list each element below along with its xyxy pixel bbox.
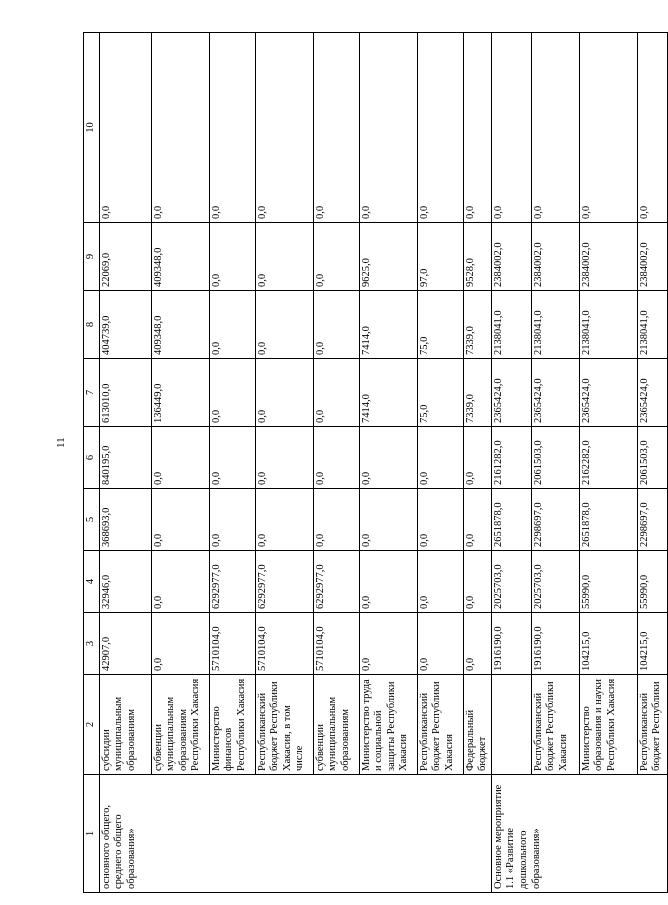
value-cell-col-5: 0,0: [255, 489, 313, 551]
value-cell-col-8: 404739,0: [99, 291, 151, 359]
value-cell-col-4: 6292977,0: [255, 551, 313, 613]
value-cell-col-5: 2298697,0: [637, 489, 667, 551]
value-cell-col-3: 42907,0: [99, 613, 151, 675]
value-cell-col-3: 5710104,0: [313, 613, 359, 675]
funding-source-cell: Республиканский бюджет Республики Хакасия: [417, 675, 463, 775]
value-cell-col-6: 0,0: [209, 427, 255, 489]
column-number-2: 2: [84, 675, 100, 775]
value-cell-col-7: 2365424,0: [579, 359, 637, 427]
value-cell-col-7: 0,0: [255, 359, 313, 427]
value-cell-col-6: 0,0: [313, 427, 359, 489]
value-cell-col-5: 0,0: [313, 489, 359, 551]
table-row: [255, 33, 313, 893]
column-number-1: 1: [84, 775, 100, 893]
value-cell-col-10: 0,0: [531, 33, 579, 223]
activity-cell: Основное мероприятие 1.1 «Развитие дошкольного образования»: [491, 775, 667, 893]
value-cell-col-4: 0,0: [359, 551, 417, 613]
value-cell-col-6: 840195,0: [99, 427, 151, 489]
value-cell-col-8: 2138041,0: [579, 291, 637, 359]
table-row: [99, 33, 151, 893]
value-cell-col-4: 0,0: [417, 551, 463, 613]
value-cell-col-3: 104215,0: [579, 613, 637, 675]
value-cell-col-4: 0,0: [151, 551, 209, 613]
table-row: [463, 33, 491, 893]
value-cell-col-7: 2365424,0: [531, 359, 579, 427]
value-cell-col-9: 97,0: [417, 223, 463, 291]
column-number-row: [84, 33, 100, 893]
table-row: [209, 33, 255, 893]
value-cell-col-8: 0,0: [313, 291, 359, 359]
value-cell-col-3: 104215,0: [637, 613, 667, 675]
value-cell-col-7: 7339,0: [463, 359, 491, 427]
table-row: [637, 33, 667, 893]
column-number-5: 5: [84, 489, 100, 551]
value-cell-col-6: 2161282,0: [491, 427, 531, 489]
value-cell-col-3: 5710104,0: [209, 613, 255, 675]
value-cell-col-3: 0,0: [151, 613, 209, 675]
value-cell-col-6: 2162282,0: [579, 427, 637, 489]
value-cell-col-7: 75,0: [417, 359, 463, 427]
value-cell-col-8: 7414,0: [359, 291, 417, 359]
value-cell-col-7: 613010,0: [99, 359, 151, 427]
value-cell-col-9: 2384002,0: [637, 223, 667, 291]
funding-source-cell: субвенции муниципальным образованиям Республики Хакасия: [151, 675, 209, 775]
funding-source-cell: [491, 675, 531, 775]
budget-table: [83, 32, 668, 893]
value-cell-col-10: 0,0: [463, 33, 491, 223]
value-cell-col-6: 0,0: [417, 427, 463, 489]
value-cell-col-10: 0,0: [209, 33, 255, 223]
value-cell-col-6: 0,0: [255, 427, 313, 489]
funding-source-cell: Федеральный бюджет: [463, 675, 491, 775]
value-cell-col-7: 7414,0: [359, 359, 417, 427]
value-cell-col-5: 0,0: [417, 489, 463, 551]
table-row: [531, 33, 579, 893]
value-cell-col-8: 2138041,0: [491, 291, 531, 359]
funding-source-cell: субсидии муниципальным образованиям: [99, 675, 151, 775]
value-cell-col-10: 0,0: [313, 33, 359, 223]
column-number-6: 6: [84, 427, 100, 489]
value-cell-col-9: 0,0: [209, 223, 255, 291]
value-cell-col-7: 136449,0: [151, 359, 209, 427]
value-cell-col-9: 2384002,0: [579, 223, 637, 291]
table-row: [491, 33, 531, 893]
value-cell-col-8: 2138041,0: [531, 291, 579, 359]
value-cell-col-5: 0,0: [151, 489, 209, 551]
funding-source-cell: субвенции муниципальным образованиям: [313, 675, 359, 775]
value-cell-col-4: 55990,0: [579, 551, 637, 613]
value-cell-col-6: 0,0: [151, 427, 209, 489]
value-cell-col-9: 2384002,0: [531, 223, 579, 291]
value-cell-col-10: 0,0: [417, 33, 463, 223]
value-cell-col-10: 0,0: [359, 33, 417, 223]
value-cell-col-4: 6292977,0: [209, 551, 255, 613]
value-cell-col-5: 2651878,0: [491, 489, 531, 551]
value-cell-col-4: 2025703,0: [531, 551, 579, 613]
column-number-8: 8: [84, 291, 100, 359]
value-cell-col-9: 0,0: [255, 223, 313, 291]
value-cell-col-7: 0,0: [209, 359, 255, 427]
funding-source-cell: Министерство труда и социальной защиты Республики Хакасия: [359, 675, 417, 775]
rotated-table-sheet: [83, 33, 663, 893]
value-cell-col-5: 2651878,0: [579, 489, 637, 551]
column-number-10: 10: [84, 33, 100, 223]
column-number-9: 9: [84, 223, 100, 291]
value-cell-col-3: 0,0: [463, 613, 491, 675]
value-cell-col-4: 55990,0: [637, 551, 667, 613]
value-cell-col-4: 6292977,0: [313, 551, 359, 613]
value-cell-col-9: 9528,0: [463, 223, 491, 291]
column-number-7: 7: [84, 359, 100, 427]
value-cell-col-8: 7339,0: [463, 291, 491, 359]
table-row: [417, 33, 463, 893]
value-cell-col-5: 0,0: [463, 489, 491, 551]
value-cell-col-7: 2365424,0: [637, 359, 667, 427]
value-cell-col-6: 0,0: [359, 427, 417, 489]
table-body: [99, 33, 667, 893]
table-row: [313, 33, 359, 893]
table-row: [359, 33, 417, 893]
value-cell-col-5: 368693,0: [99, 489, 151, 551]
value-cell-col-3: 1916190,0: [491, 613, 531, 675]
value-cell-col-5: 2298697,0: [531, 489, 579, 551]
table-row: [579, 33, 637, 893]
page-number: 11: [55, 437, 67, 448]
value-cell-col-6: 2061503,0: [637, 427, 667, 489]
value-cell-col-4: 2025703,0: [491, 551, 531, 613]
value-cell-col-3: 5710104,0: [255, 613, 313, 675]
activity-cell: основного общего, среднего общего образования»: [99, 775, 491, 893]
value-cell-col-6: 0,0: [463, 427, 491, 489]
value-cell-col-9: 2384002,0: [491, 223, 531, 291]
value-cell-col-8: 0,0: [209, 291, 255, 359]
value-cell-col-10: 0,0: [99, 33, 151, 223]
funding-source-cell: Министерство финансов Республики Хакасия: [209, 675, 255, 775]
value-cell-col-10: 0,0: [637, 33, 667, 223]
funding-source-cell: Республиканский бюджет Республики Хакасия: [531, 675, 579, 775]
value-cell-col-3: 1916190,0: [531, 613, 579, 675]
value-cell-col-5: 0,0: [359, 489, 417, 551]
value-cell-col-10: 0,0: [151, 33, 209, 223]
value-cell-col-10: 0,0: [579, 33, 637, 223]
value-cell-col-4: 32946,0: [99, 551, 151, 613]
value-cell-col-10: 0,0: [255, 33, 313, 223]
value-cell-col-3: 0,0: [359, 613, 417, 675]
funding-source-cell: Министерство образования и науки Республики Хакасия: [579, 675, 637, 775]
column-number-4: 4: [84, 551, 100, 613]
value-cell-col-8: 75,0: [417, 291, 463, 359]
value-cell-col-8: 2138041,0: [637, 291, 667, 359]
value-cell-col-8: 409348,0: [151, 291, 209, 359]
value-cell-col-9: 22069,0: [99, 223, 151, 291]
column-number-3: 3: [84, 613, 100, 675]
value-cell-col-6: 2061503,0: [531, 427, 579, 489]
funding-source-cell: Республиканский бюджет Республики: [637, 675, 667, 775]
funding-source-cell: Республиканский бюджет Республики Хакасия, в том числе: [255, 675, 313, 775]
value-cell-col-7: 2365424,0: [491, 359, 531, 427]
value-cell-col-7: 0,0: [313, 359, 359, 427]
value-cell-col-4: 0,0: [463, 551, 491, 613]
value-cell-col-3: 0,0: [417, 613, 463, 675]
value-cell-col-8: 0,0: [255, 291, 313, 359]
value-cell-col-10: 0,0: [491, 33, 531, 223]
table-row: [151, 33, 209, 893]
value-cell-col-5: 0,0: [209, 489, 255, 551]
value-cell-col-9: 9625,0: [359, 223, 417, 291]
value-cell-col-9: 0,0: [313, 223, 359, 291]
value-cell-col-9: 409348,0: [151, 223, 209, 291]
